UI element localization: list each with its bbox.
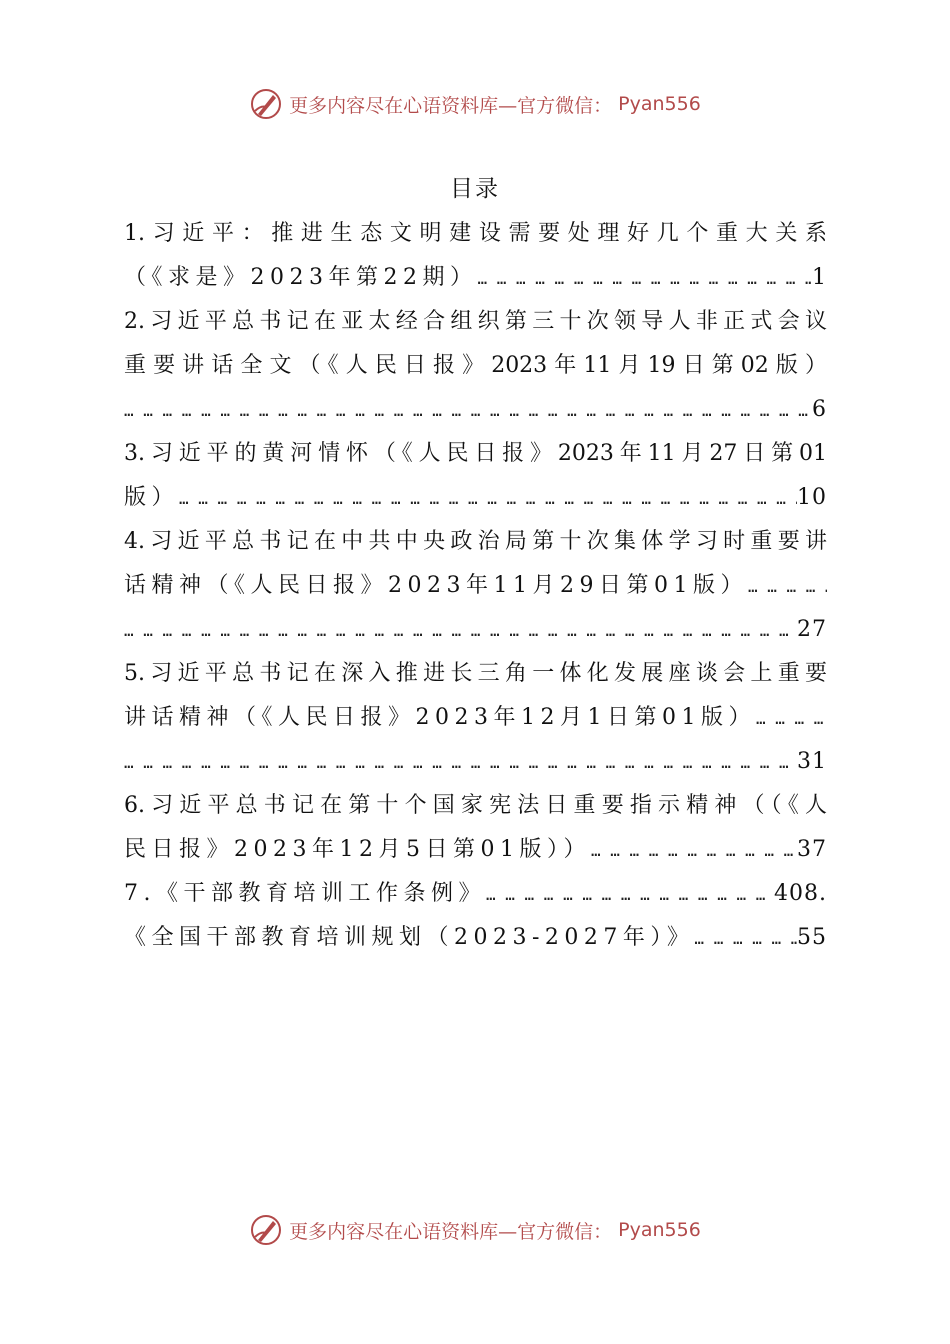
toc-page-number: 55	[797, 925, 827, 950]
toc-page-number: 408.	[774, 881, 827, 906]
toc-line[interactable]: 5.习近平总书记在深入推进长三角一体化发展座谈会上重要	[124, 661, 827, 686]
toc-line[interactable]	[124, 388, 827, 432]
header-wechat-id: Pyan556	[618, 93, 701, 115]
toc-page-number: 10	[797, 485, 827, 510]
toc-line[interactable]: 《全国干部教育培训规划（2023-2027年）》 … … … … … … … … … … … … … … … … … … … … … … … … … … … … … … … … … … … … … … … … … … … … … 55	[124, 916, 827, 960]
toc-line[interactable]: 重要讲话全文（《人民日报》2023年11月19日第02版）	[124, 353, 827, 378]
leader-dots	[756, 697, 827, 740]
toc-line[interactable]	[124, 740, 827, 784]
toc-line[interactable]: 讲话精神（《人民日报》2023年12月1日第01版） … … … … … … … … … … … … … … … … … … … … … … … … … … … … … … … … … … … … … … … … … … … … …	[124, 696, 827, 740]
leader-dots	[179, 477, 797, 520]
toc-page-number: 1	[812, 265, 827, 290]
toc-line[interactable]	[124, 608, 827, 652]
toc-line[interactable]: 7.《干部教育培训工作条例》 … … … … … … … … … … … … … … … … … … … … … … … … … … … … … … … … … … … … … … … … … … … … … 408.	[124, 872, 827, 916]
leader-dots	[124, 389, 812, 432]
footer-wechat-id: Pyan556	[618, 1219, 701, 1241]
quill-pen-logo-icon	[249, 1213, 283, 1247]
leader-dots	[124, 609, 797, 652]
toc-page-number: 31	[797, 749, 827, 774]
table-of-contents	[124, 212, 827, 960]
toc-line[interactable]: 话精神（《人民日报》2023年11月29日第01版） … … … … … … … … … … … … … … … … … … … … … … … … … … … … … … … … … … … … … … … … … … … … …	[124, 564, 827, 608]
toc-line[interactable]: 1.习近平：推进生态文明建设需要处理好几个重大关系	[124, 221, 827, 246]
toc-title: 目录	[450, 176, 500, 202]
toc-line[interactable]: 民日报》2023年12月5日第01版）） … … … … … … … … … … … … … … … … … … … … … … … … … … … … … … … … … … … … … … … … … … … … … 37	[124, 828, 827, 872]
footer-brand-text: 更多内容尽在心语资料库—官方微信：	[289, 1220, 613, 1243]
toc-line[interactable]: 6.习近平总书记在第十个国家宪法日重要指示精神（（《人	[124, 793, 827, 818]
quill-pen-logo-icon	[249, 87, 283, 121]
leader-dots	[591, 829, 797, 872]
header-brand-text: 更多内容尽在心语资料库—官方微信：	[289, 94, 613, 117]
toc-line[interactable]: 2.习近平总书记在亚太经合组织第三十次领导人非正式会议	[124, 309, 827, 334]
toc-line[interactable]: 版） … … … … … … … … … … … … … … … … … … … … … … … … … … … … … … … … … … … … … … … … … … … … … 10	[124, 476, 827, 520]
toc-line[interactable]: 4.习近平总书记在中共中央政治局第十次集体学习时重要讲	[124, 529, 827, 554]
footer-watermark	[0, 1210, 950, 1250]
leader-dots	[486, 873, 774, 916]
toc-line[interactable]: 3.习近平的黄河情怀（《人民日报》2023年11月27日第01	[124, 441, 827, 466]
leader-dots	[124, 741, 797, 784]
toc-page-number: 37	[797, 837, 827, 862]
leader-dots	[477, 257, 812, 300]
header-watermark	[0, 84, 950, 124]
leader-dots	[694, 917, 797, 960]
toc-line[interactable]: （《求是》2023年第22期） … … … … … … … … … … … … … … … … … … … … … … … … … … … … … … … … … … … … … … … … … … … … … 1	[124, 256, 827, 300]
toc-page-number: 6	[812, 397, 827, 422]
leader-dots	[748, 565, 827, 608]
toc-page-number: 27	[797, 617, 827, 642]
